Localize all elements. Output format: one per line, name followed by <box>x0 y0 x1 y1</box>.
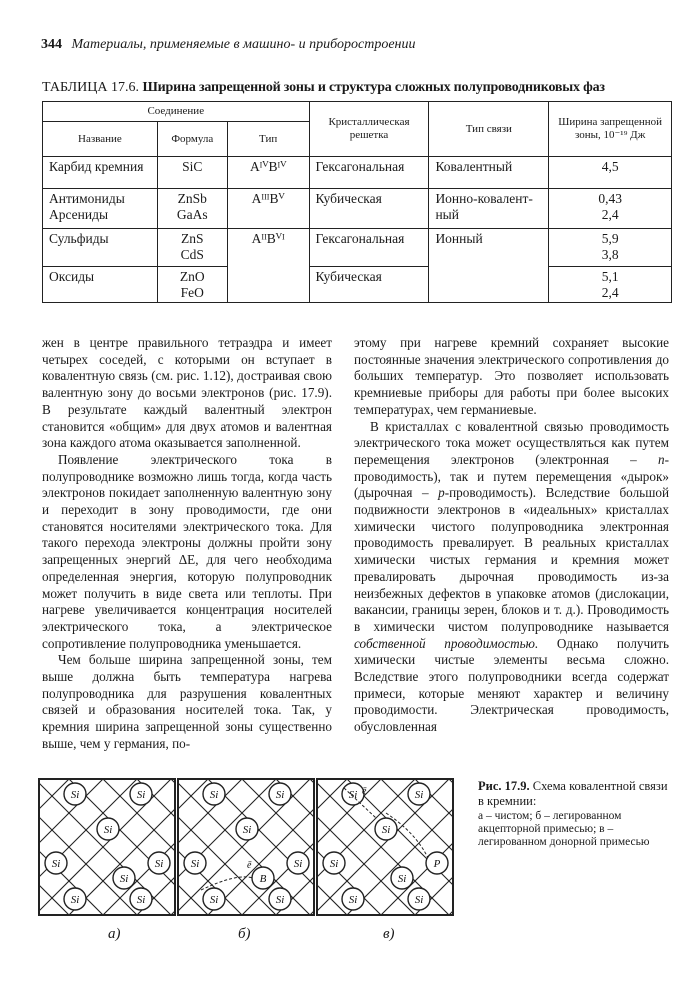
panel-label-c: в) <box>383 926 395 942</box>
svg-text:Si: Si <box>136 894 146 906</box>
figure-caption-legend: а – чистом; б – легированном акцепторной примесью; в – легированном донорной примесью <box>478 810 650 848</box>
cell-lattice: Кубическая <box>309 189 429 229</box>
table-row <box>43 157 672 189</box>
svg-text:Si: Si <box>381 824 391 836</box>
silicon-atom <box>148 852 170 874</box>
svg-text:Si: Si <box>242 824 252 836</box>
svg-text:Si: Si <box>51 858 61 870</box>
svg-text:Si: Si <box>348 789 358 801</box>
cell-formula: ZnO FeO <box>157 267 227 303</box>
running-title: Материалы, применяемые в машино- и приборостроении <box>71 37 416 52</box>
impurity-atom <box>252 867 274 889</box>
cell-name: Антимониды Арсениды <box>43 189 158 229</box>
cell-formula: SiC <box>157 157 227 189</box>
table-caption-prefix: ТАБЛИЦА 17.6. <box>42 80 139 95</box>
panel-a-pure <box>38 778 176 916</box>
svg-text:Si: Si <box>136 789 146 801</box>
cell-lattice: Кубическая <box>309 267 429 303</box>
paragraph: В кристаллах с ковалентной связью проводимость электрического тока может осуществляться как путем перемещения электронов (электронная – n-проводимость), так и путем перемещения «дырок» (дырочная – p-проводимость). Вследствие большой подвижности электронов в «идеальных» кристаллах химически чистого полупроводника электронная проводимость превалирует. В реальных кристаллах химически чистых германия и кремния может превалировать дырочная проводимость из-за неизбежных дефектов в упаковке атомов (дислокации, вакансии, границы зерен, блоков и т. д.). Проводимость в химически чистом полупроводнике называется собственной проводимостью. Однако получить химически чистые элементы весьма сложно. Вследствие этого полупроводники всегда содержат примеси, которые меняют характер и величину проводимости. Электрическая проводимость, обусловленная <box>354 418 670 735</box>
silicon-atom <box>342 783 364 805</box>
header-gap: Ширина запрещенной зоны, 10⁻¹⁹ Дж <box>549 102 672 157</box>
silicon-atom <box>236 818 258 840</box>
svg-text:Si: Si <box>190 858 200 870</box>
silicon-atom <box>342 888 364 910</box>
cell-type: AᴵᴵBⱽᴵ <box>227 229 309 303</box>
panel-label-b: б) <box>238 926 251 942</box>
svg-text:Si: Si <box>209 789 219 801</box>
running-header <box>41 37 416 53</box>
cell-bond: Ковалентный <box>429 157 549 189</box>
table-row <box>43 229 672 267</box>
silicon-atom <box>45 852 67 874</box>
impurity-atom <box>426 852 448 874</box>
svg-text:Si: Si <box>275 789 285 801</box>
cell-gap: 5,1 2,4 <box>549 267 672 303</box>
cell-gap: 4,5 <box>549 157 672 189</box>
paragraph: этому при нагреве кремний сохраняет высокие постоянные значения электрического сопротивления до больших температур. Это позволяет использовать кремниевые приборы для работы при более высоких температурах, чем германиевые. <box>354 335 669 417</box>
svg-text:Si: Si <box>70 894 80 906</box>
silicon-atom <box>323 852 345 874</box>
svg-text:Si: Si <box>414 894 424 906</box>
paragraph: Чем больше ширина запрещенной зоны, тем выше должна быть температура нагрева полупроводника для разрушения ковалентных связей и образования носителей тока. Так, у кремния ширина запрещенной зоны существенно выше, чем у германия, по- <box>42 652 332 751</box>
silicon-atom <box>97 818 119 840</box>
table-row <box>43 267 672 303</box>
svg-text:Si: Si <box>329 858 339 870</box>
figure-caption-text: Схема ковалентной связи в кремнии: <box>478 779 668 808</box>
cell-lattice: Гексагональная <box>309 157 429 189</box>
electron-marker <box>201 860 253 890</box>
silicon-atom <box>408 888 430 910</box>
silicon-atom <box>203 888 225 910</box>
silicon-atom <box>113 867 135 889</box>
cell-gap: 5,9 3,8 <box>549 229 672 267</box>
header-compound: Соединение <box>43 102 310 122</box>
paragraph: Появление электрического тока в полупроводнике возможно лишь тогда, когда часть электронов покидает заполненную валентную зону и переходит в зону проводимости, где они становятся носителями электрического тока. Для такого перехода электроны должны пройти зону запрещенных энергий ΔE, для чего необходима определенная энергия, которую полупроводник может получить в виде света или теплоты. При нагреве увеличивается концентрация носителей электрического тока, а электрическое сопротивление полупроводника уменьшается. <box>42 451 332 651</box>
silicon-atom <box>130 783 152 805</box>
svg-text:ē: ē <box>362 786 367 797</box>
silicon-atom <box>64 783 86 805</box>
silicon-atom <box>184 852 206 874</box>
header-lattice: Кристаллическая решетка <box>309 102 429 157</box>
paragraph: жен в центре правильного тетраэдра и имеет четырех соседей, с которыми он вступает в ковалентную связь (см. рис. 1.12), достраивая свою валентную зону до восьми электронов (рис. 17.9). В результате каждый валентный электрон становится «общим» для двух атомов и валентная зона каждого атома оказывается заполненной. <box>42 335 332 451</box>
silicon-atom <box>203 783 225 805</box>
header-type: Тип <box>227 122 309 157</box>
svg-text:Si: Si <box>275 894 285 906</box>
figure-17-9 <box>38 778 458 958</box>
header-bond: Тип связи <box>429 102 549 157</box>
svg-text:Si: Si <box>154 858 164 870</box>
cell-name: Карбид кремния <box>43 157 158 189</box>
silicon-atom <box>64 888 86 910</box>
silicon-atom <box>269 783 291 805</box>
left-column <box>42 335 332 753</box>
svg-text:Si: Si <box>397 873 407 885</box>
svg-text:Si: Si <box>119 873 129 885</box>
svg-text:Si: Si <box>209 894 219 906</box>
silicon-atom <box>375 818 397 840</box>
cell-name: Сульфиды <box>43 229 158 267</box>
figure-caption-title: Рис. 17.9. <box>478 779 530 793</box>
svg-text:Si: Si <box>348 894 358 906</box>
silicon-atom <box>408 783 430 805</box>
silicon-atom <box>130 888 152 910</box>
svg-text:Si: Si <box>293 858 303 870</box>
silicon-atom <box>391 867 413 889</box>
table-caption-title: Ширина запрещенной зоны и структура сложных полупроводниковых фаз <box>142 80 605 95</box>
panel-b-acceptor <box>177 778 315 916</box>
cell-bond: Ионный <box>429 229 549 303</box>
panel-c-donor <box>316 778 454 916</box>
svg-text:Si: Si <box>414 789 424 801</box>
svg-text:Si: Si <box>70 789 80 801</box>
cell-bond: Ионно-ковалент- ный <box>429 189 549 229</box>
header-formula: Формула <box>157 122 227 157</box>
silicon-atom <box>269 888 291 910</box>
cell-type: AᴵᴵᴵBⱽ <box>227 189 309 229</box>
cell-formula: ZnS CdS <box>157 229 227 267</box>
svg-text:Si: Si <box>103 824 113 836</box>
cell-type: AᴵⱽBᴵⱽ <box>227 157 309 189</box>
table-caption <box>42 80 672 96</box>
semiconductor-table <box>42 101 672 303</box>
table-body <box>43 157 672 303</box>
svg-text:P: P <box>433 858 441 870</box>
panel-label-a: а) <box>108 926 121 942</box>
svg-text:B: B <box>259 873 267 885</box>
table-row <box>43 189 672 229</box>
cell-lattice: Гексагональная <box>309 229 429 267</box>
cell-gap: 0,43 2,4 <box>549 189 672 229</box>
header-name: Название <box>43 122 158 157</box>
right-column <box>354 335 669 736</box>
figure-caption <box>478 779 674 849</box>
cell-name: Оксиды <box>43 267 158 303</box>
page-number: 344 <box>41 37 62 52</box>
cell-formula: ZnSb GaAs <box>157 189 227 229</box>
svg-text:ē: ē <box>247 860 252 871</box>
silicon-atom <box>287 852 309 874</box>
